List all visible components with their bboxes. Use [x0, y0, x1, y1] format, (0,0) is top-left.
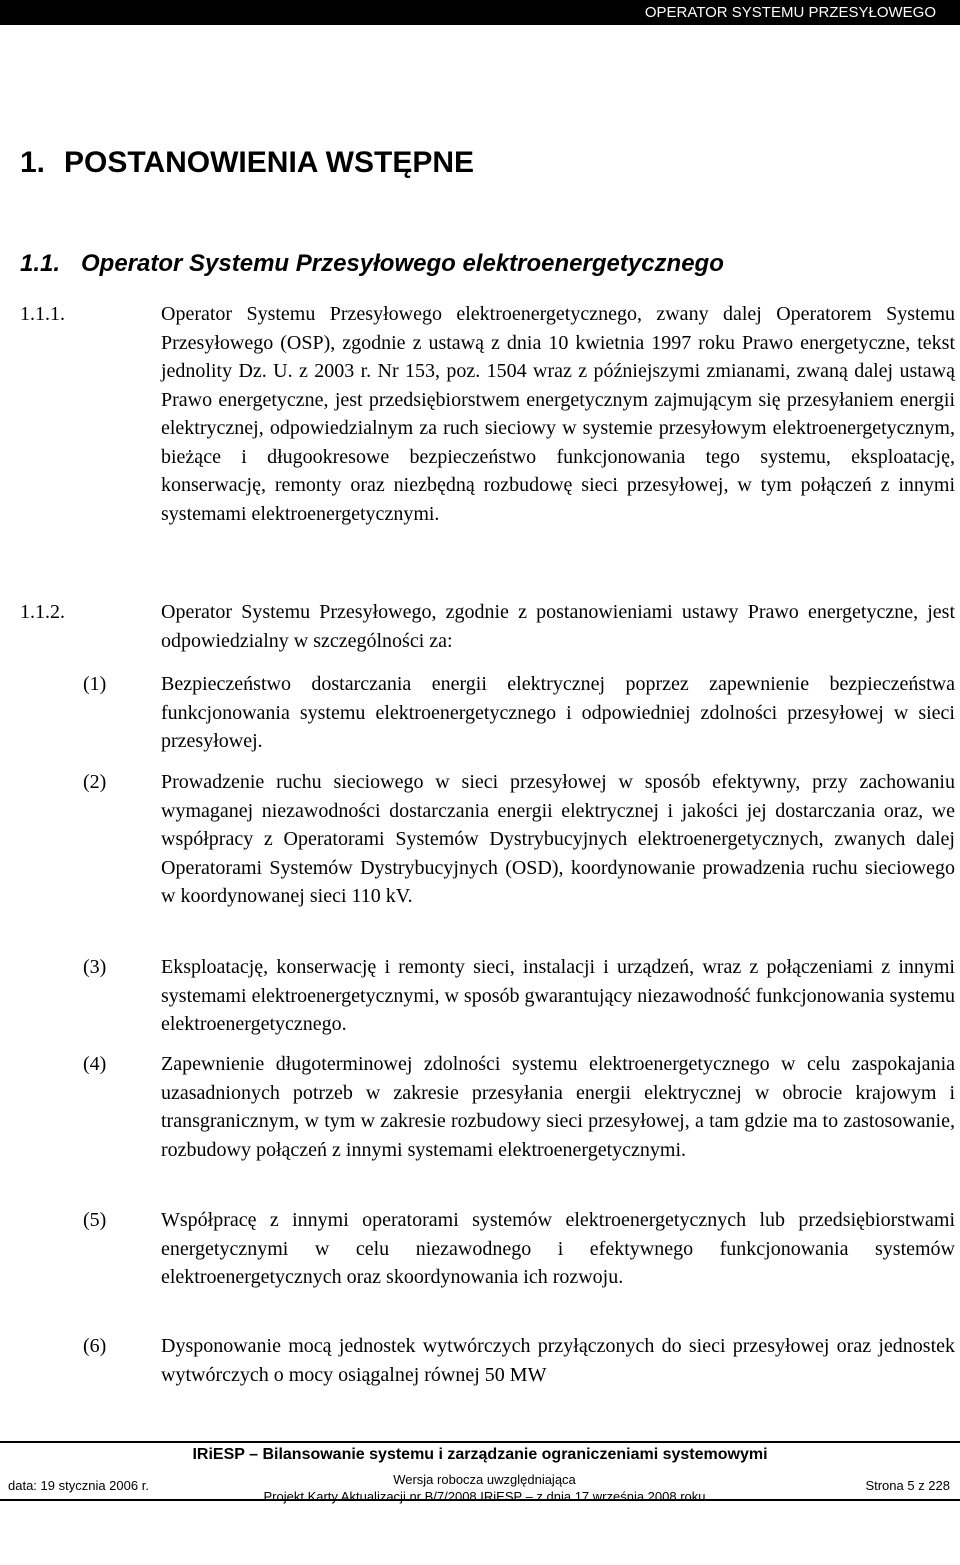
page-footer — [0, 1441, 960, 1504]
paragraph-text: Operator Systemu Przesyłowego elektroenergetycznego, zwany dalej Operatorem Systemu Przesyłowego (OSP), zgodnie z ustawą z dnia 10 kwietnia 1997 roku Prawo energetyczne, tekst jednolity Dz. U. z 2003 r. Nr 153, poz. 1504 wraz z późniejszymi zmianami, zwaną dalej ustawą Prawo energetyczne, jest przedsiębiorstwem energetycznym zajmującym się przesyłaniem energii elektrycznej, odpowiedzialnym za ruch sieciowy w systemie przesyłowym elektroenergetycznym, bieżące i długookresowe bezpieczeństwo funkcjonowania tego systemu, eksploatację, konserwację, remonty oraz niezbędną rozbudowę sieci przesyłowej, w tym połączeń z innymi systemami elektroenergetycznymi. — [161, 303, 955, 525]
subsection-title: Operator Systemu Przesyłowego elektroenergetycznego — [81, 250, 724, 277]
footer-version-line-2: Projekt Karty Aktualizacji nr B/7/2008 IRiESP – z dnia 17 września 2008 roku — [263, 1489, 706, 1504]
footer-version-line-1: Wersja robocza uwzględniająca — [393, 1472, 576, 1487]
list-item-number: (1) — [83, 673, 107, 695]
footer-date: data: 19 stycznia 2006 r. — [8, 1478, 149, 1493]
paragraph-text: Operator Systemu Przesyłowego, zgodnie z postanowieniami ustawy Prawo energetyczne, jest odpowiedzialny w szczególności za: — [161, 601, 955, 652]
running-header-title: OPERATOR SYSTEMU PRZESYŁOWEGO — [644, 4, 936, 21]
list-item — [83, 768, 955, 911]
paragraph-1-1-1 — [20, 300, 955, 528]
list-item-text: Bezpieczeństwo dostarczania energii elektrycznej poprzez zapewnienie bezpieczeństwa funkcjonowania systemu elektroenergetycznego i odpowiedniej zdolności przesyłowej w sieci przesyłowej. — [161, 673, 955, 752]
list-item-number: (6) — [83, 1335, 107, 1357]
paragraph-1-1-2 — [20, 598, 955, 655]
list-item — [83, 1332, 955, 1389]
list-item — [83, 1206, 955, 1292]
paragraph-number: 1.1.1. — [20, 303, 65, 325]
footer-version — [236, 1471, 733, 1505]
list-item-number: (2) — [83, 771, 107, 793]
subsection-number: 1.1. — [20, 250, 61, 277]
list-item-text: Współpracę z innymi operatorami systemów elektroenergetycznych lub przedsiębiorstwami energetycznymi w celu niezawodnego i efektywnego funkcjonowania systemów elektroenergetycznych oraz skoordynowania ich rozwoju. — [161, 1209, 955, 1288]
paragraph-number: 1.1.2. — [20, 601, 65, 623]
list-item-text: Eksploatację, konserwację i remonty sieci, instalacji i urządzeń, wraz z połączeniami z innymi systemami elektroenergetycznymi, w sposób gwarantujący niezawodność funkcjonowania systemu elektroenergetycznego. — [161, 956, 955, 1035]
section-heading — [20, 146, 474, 180]
footer-title: IRiESP – Bilansowanie systemu i zarządzanie ograniczeniami systemowymi — [192, 1446, 768, 1463]
footer-page-number: Strona 5 z 228 — [865, 1478, 950, 1493]
section-number: 1. — [20, 146, 46, 179]
list-item — [83, 1050, 955, 1164]
list-item-number: (4) — [83, 1053, 107, 1075]
list-item — [83, 953, 955, 1039]
list-item-number: (5) — [83, 1209, 107, 1231]
list-item-number: (3) — [83, 956, 107, 978]
running-header — [0, 0, 960, 25]
list-item-text: Prowadzenie ruchu sieciowego w sieci przesyłowej w sposób efektywny, przy zachowaniu wymaganej niezawodności dostarczania energii elektrycznej i jakości jej dostarczania oraz, we współpracy z Operatorami Systemów Dystrybucyjnych elektroenergetycznych, zwanych dalej Operatorami Systemów Dystrybucyjnych (OSD), koordynowanie prowadzenia ruchu sieciowego w koordynowanej sieci 110 kV. — [161, 771, 955, 907]
list-item-text: Zapewnienie długoterminowej zdolności systemu elektroenergetycznego w celu zaspokajania uzasadnionych potrzeb w zakresie przesyłania energii elektrycznej w obrocie krajowym i transgranicznym, w tym w zakresie rozbudowy sieci przesyłowej, a tam gdzie ma to zastosowanie, rozbudowy połączeń z innymi systemami elektroenergetycznymi. — [161, 1053, 955, 1161]
list-item-text: Dysponowanie mocą jednostek wytwórczych przyłączonych do sieci przesyłowej oraz jednostek wytwórczych o mocy osiągalnej równej 50 MW — [161, 1335, 955, 1386]
subsection-heading — [20, 250, 724, 278]
section-title: POSTANOWIENIA WSTĘPNE — [64, 146, 475, 179]
list-item — [83, 670, 955, 756]
